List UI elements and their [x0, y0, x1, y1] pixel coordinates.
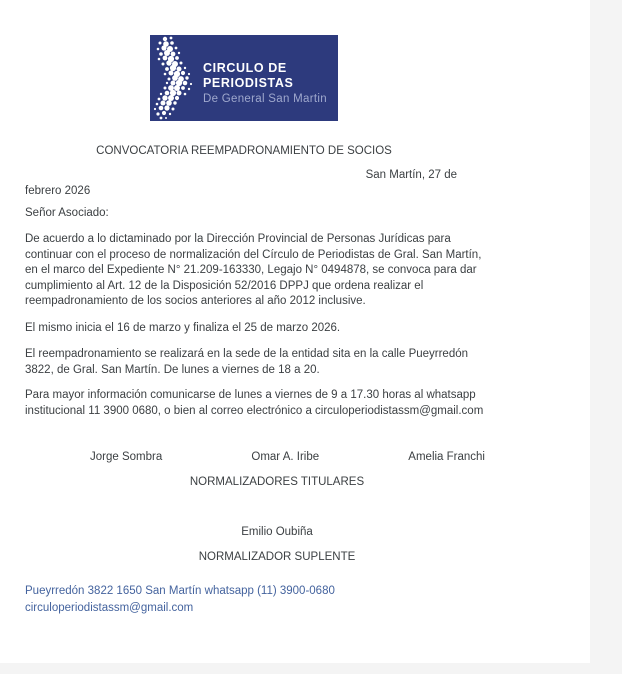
logo-title-line2: PERIODISTAS [203, 76, 294, 90]
signatory-name: Omar A. Iribe [251, 451, 320, 463]
logo-text [203, 61, 327, 106]
titular-normalizers-role: NORMALIZADORES TITULARES [189, 475, 365, 488]
substitute-role: NORMALIZADOR SUPLENTE [198, 550, 356, 563]
logo [150, 35, 338, 121]
date-line-1: San Martín, 27 de [365, 168, 457, 181]
paragraph-dates: El mismo inicia el 16 de marzo y finaliza el 25 de marzo 2026. [25, 321, 341, 334]
substitute-name: Emilio Oubiña [241, 526, 313, 538]
footer-address-phone: Pueyrredón 3822 1650 San Martín whatsapp (11) 3900-0680 [25, 585, 335, 597]
date-line-2: febrero 2026 [25, 185, 91, 197]
letter-heading: CONVOCATORIA REEMPADRONAMIENTO DE SOCIOS [96, 145, 392, 157]
signatory-name: Jorge Sombra [90, 451, 163, 463]
signatory-name: Amelia Franchi [408, 451, 485, 463]
logo-title-line1: CIRCULO DE [203, 61, 287, 75]
paragraph-contact: Para mayor información comunicarse de lunes a viernes de 9 a 17.30 horas al whatsapp institucional 11 3900 0680, o bien al correo electrónico a circuloperiodistassm@gmail.com [25, 389, 484, 417]
salutation: Señor Asociado: [25, 206, 109, 219]
logo-subtitle: De General San Martin [203, 93, 327, 105]
letter-body [25, 144, 493, 616]
paragraph-location: El reempadronamiento se realizará en la sede de la entidad sita en la calle Pueyrredón 3822, de Gral. San Martín. De lunes a viernes de 18 a 20. [25, 348, 469, 376]
titular-normalizers-names [25, 450, 493, 466]
dots-swirl-icon [150, 35, 200, 121]
date-block [25, 167, 493, 200]
letter-footer [25, 583, 493, 616]
paragraph-legal-basis: De acuerdo a lo dictaminado por la Dirección Provincial de Personas Jurídicas para continuar con el proceso de normalización del Círculo de Periodistas de Gral. San Martín, en el marco del Expediente N° 21.209-163330, Legajo N° 0494878, se convoca para dar cumplimiento al Art. 12 de la Disposición 52/2016 DPPJ que ordena realizar el reempadronamiento de los socios anteriores al año 2012 inclusive. [25, 233, 482, 307]
footer-email: circuloperiodistassm@gmail.com [25, 601, 194, 614]
